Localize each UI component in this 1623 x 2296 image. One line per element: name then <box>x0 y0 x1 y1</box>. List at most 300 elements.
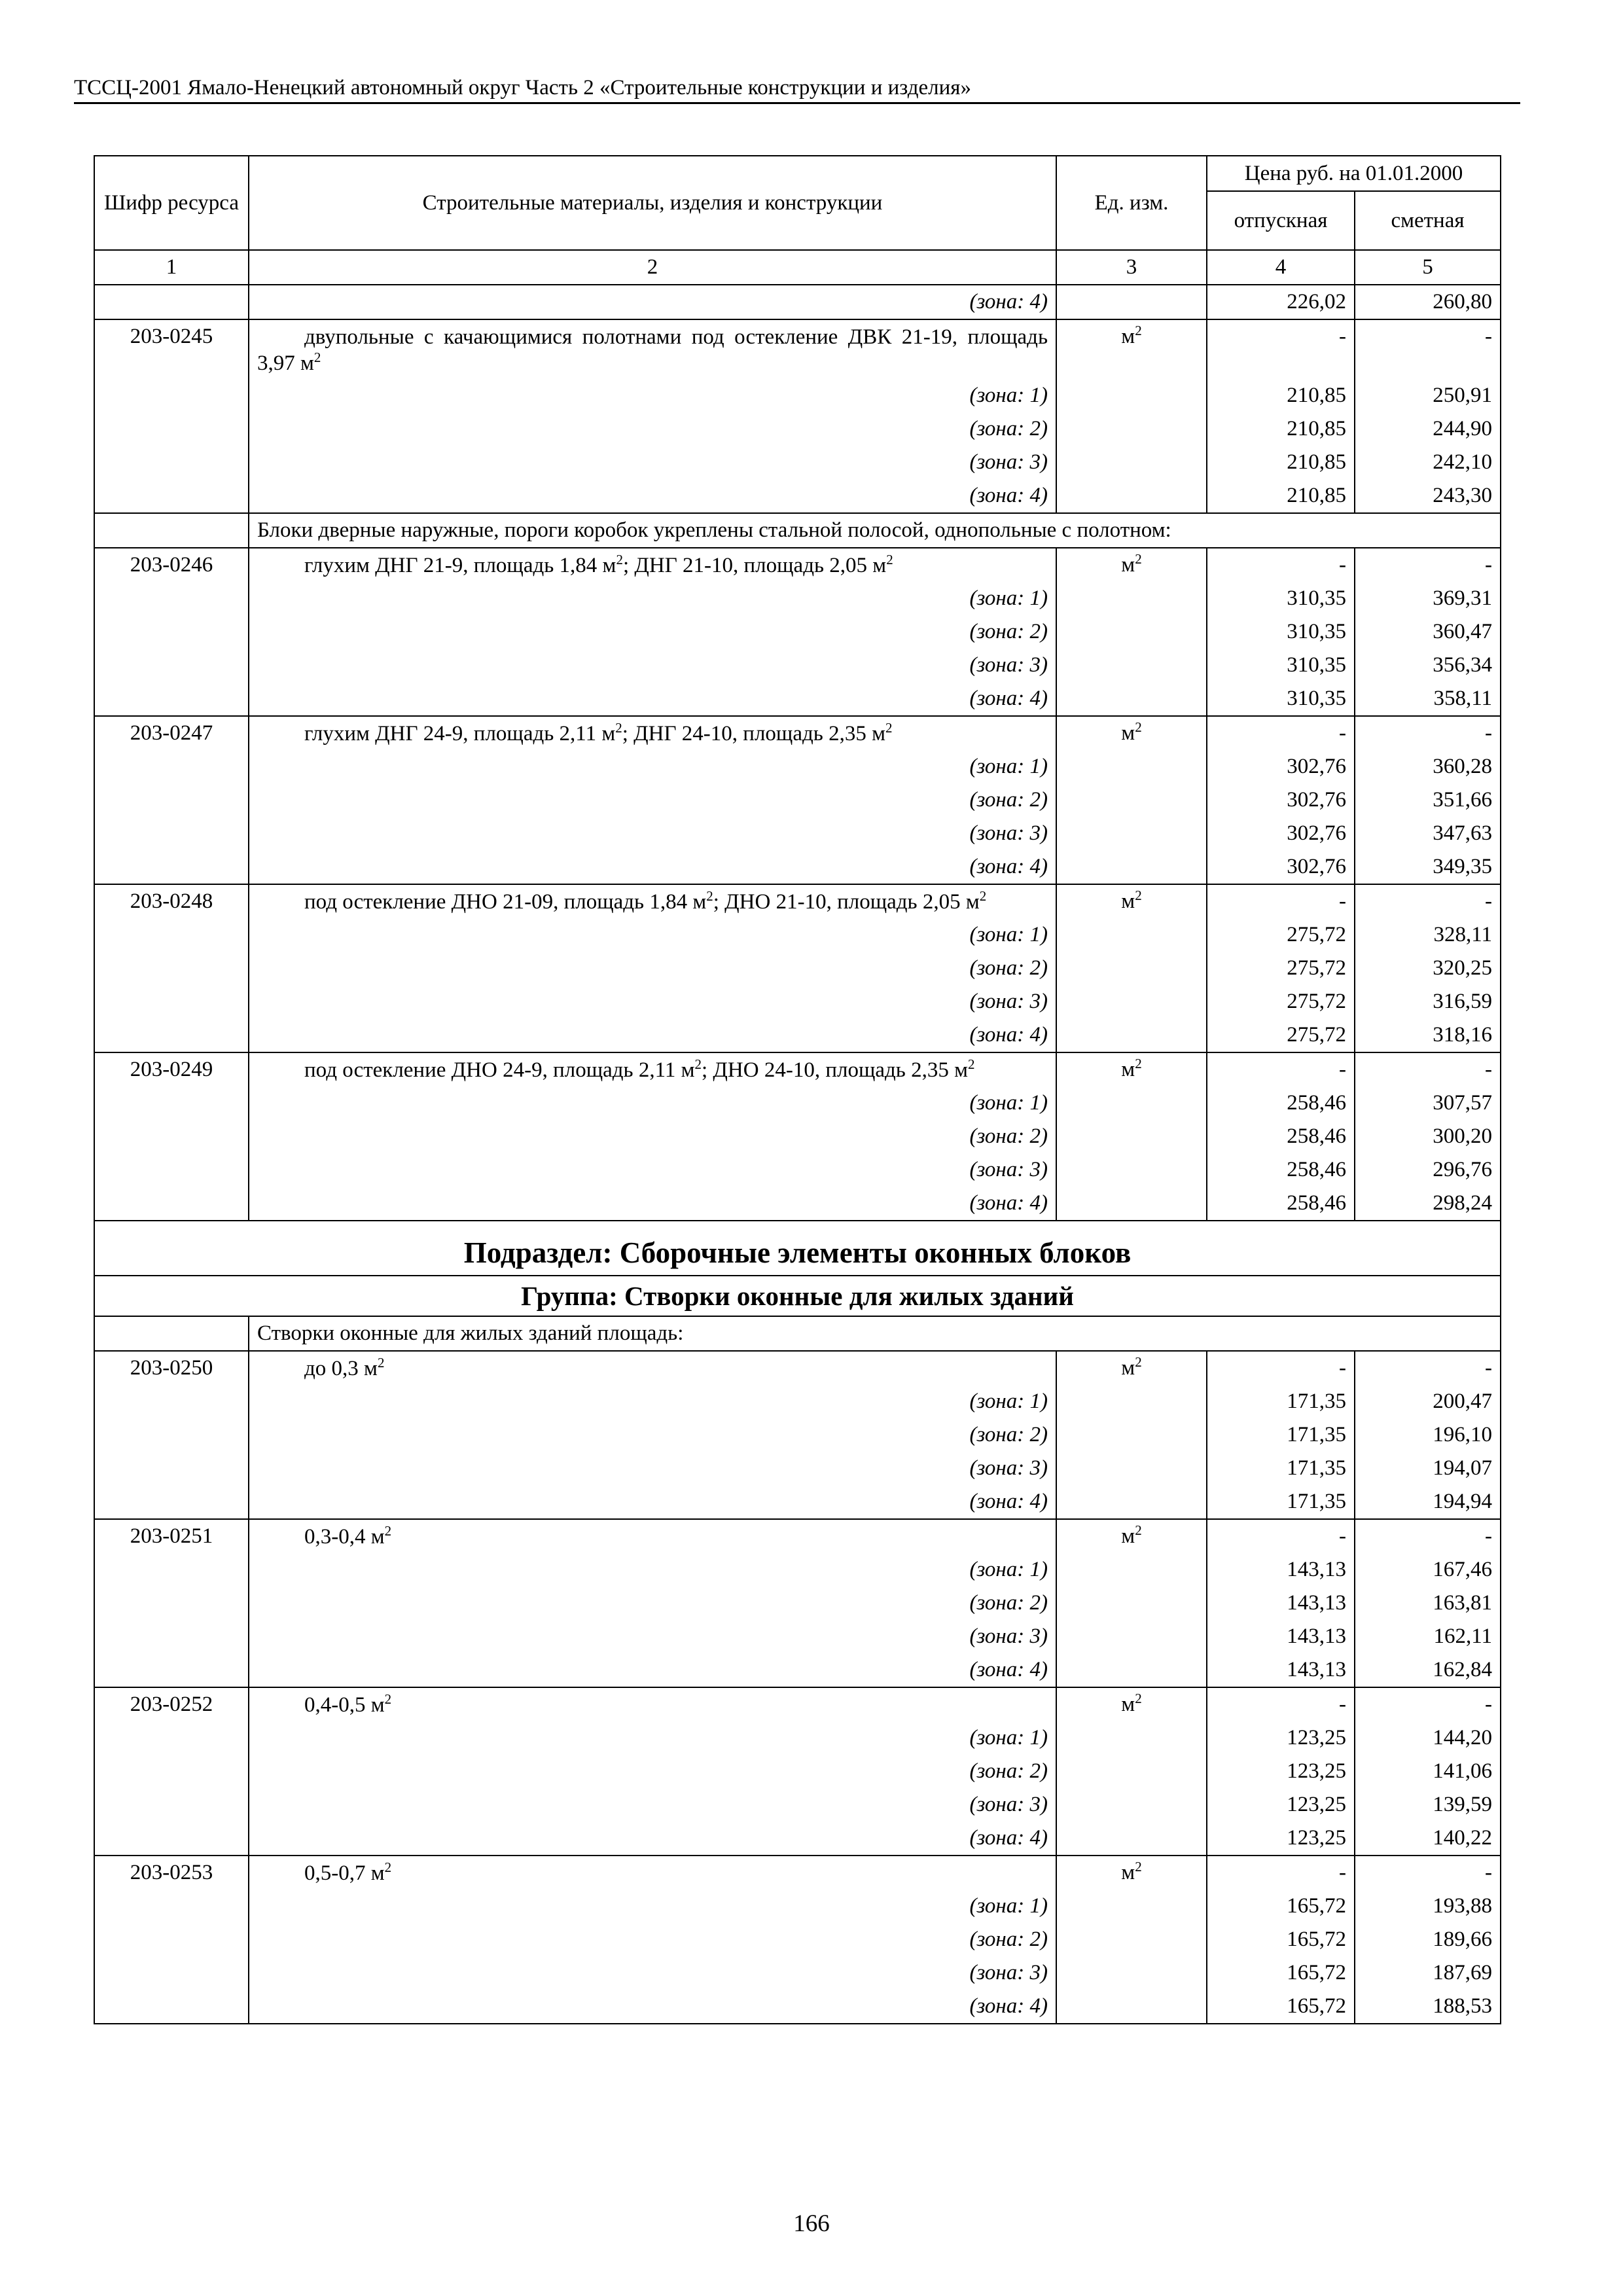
zone-row <box>94 285 1501 319</box>
release-price: 171,35 <box>1207 1385 1355 1418</box>
superscript: 2 <box>886 552 893 567</box>
release-price: 275,72 <box>1207 985 1355 1018</box>
subsection-title-row <box>94 1221 1501 1276</box>
zone-label: (зона: 4) <box>249 479 1056 513</box>
superscript: 2 <box>384 1523 392 1539</box>
item-name: глухим ДНГ 24-9, площадь 2,11 м <box>304 722 616 745</box>
estimate-price: 194,07 <box>1355 1452 1501 1485</box>
estimate-price: 244,90 <box>1355 412 1501 446</box>
item-row <box>94 1856 1501 1890</box>
zone-row <box>94 649 1501 682</box>
estimate-price: 141,06 <box>1355 1755 1501 1788</box>
code-cell <box>94 682 249 716</box>
estimate-price: 307,57 <box>1355 1086 1501 1120</box>
estimate-price: 193,88 <box>1355 1890 1501 1923</box>
item-row <box>94 716 1501 750</box>
release-price: - <box>1207 548 1355 582</box>
unit-cell <box>1056 1018 1207 1052</box>
item-name-tail: ; ДНО 21-10, площадь 2,05 м <box>713 890 980 914</box>
item-row <box>94 1052 1501 1086</box>
zone-row <box>94 1418 1501 1452</box>
zone-label: (зона: 2) <box>249 615 1056 649</box>
unit-cell <box>1056 1890 1207 1923</box>
zone-label: (зона: 1) <box>249 379 1056 412</box>
zone-row <box>94 750 1501 783</box>
superscript: 2 <box>384 1691 392 1707</box>
zone-row <box>94 446 1501 479</box>
estimate-price: 162,11 <box>1355 1620 1501 1653</box>
estimate-price: - <box>1355 884 1501 918</box>
resource-code: 203-0253 <box>94 1856 249 1890</box>
zone-row <box>94 952 1501 985</box>
zone-row <box>94 1485 1501 1519</box>
code-cell <box>94 446 249 479</box>
unit-cell <box>1056 1485 1207 1519</box>
item-description <box>249 884 1056 918</box>
estimate-price: 250,91 <box>1355 379 1501 412</box>
item-row <box>94 548 1501 582</box>
unit-cell <box>1056 1587 1207 1620</box>
code-cell <box>94 479 249 513</box>
code-cell <box>94 850 249 884</box>
estimate-price: 188,53 <box>1355 1990 1501 2024</box>
code-cell <box>94 817 249 850</box>
unit-cell <box>1056 285 1207 319</box>
zone-row <box>94 1821 1501 1856</box>
superscript: 2 <box>384 1859 392 1875</box>
unit-cell <box>1056 850 1207 884</box>
price-table <box>94 155 1501 2024</box>
zone-row <box>94 1452 1501 1485</box>
unit-cell <box>1056 750 1207 783</box>
unit-cell <box>1056 884 1207 918</box>
zone-row <box>94 1187 1501 1221</box>
group-intro: Створки оконные для жилых зданий площадь: <box>249 1316 1501 1351</box>
superscript: 2 <box>968 1056 975 1072</box>
superscript: 2 <box>694 1056 702 1072</box>
unit-cell <box>1056 918 1207 952</box>
zone-label: (зона: 4) <box>249 1018 1056 1052</box>
unit-cell <box>1056 1120 1207 1153</box>
release-price: 275,72 <box>1207 918 1355 952</box>
zone-row <box>94 918 1501 952</box>
superscript: 2 <box>1135 888 1142 903</box>
release-price: 302,76 <box>1207 850 1355 884</box>
superscript: 2 <box>1135 719 1142 735</box>
zone-label: (зона: 4) <box>249 1821 1056 1856</box>
release-price: - <box>1207 319 1355 379</box>
column-number: 3 <box>1056 250 1207 285</box>
unit-cell <box>1056 1653 1207 1687</box>
release-price: 258,46 <box>1207 1120 1355 1153</box>
resource-code: 203-0250 <box>94 1351 249 1385</box>
release-price: - <box>1207 1052 1355 1086</box>
unit-cell <box>1056 1086 1207 1120</box>
estimate-price: 163,81 <box>1355 1587 1501 1620</box>
estimate-price: 242,10 <box>1355 446 1501 479</box>
unit-cell <box>1056 319 1207 379</box>
zone-label: (зона: 1) <box>249 1086 1056 1120</box>
unit-cell <box>1056 716 1207 750</box>
unit-cell <box>1056 1153 1207 1187</box>
unit-cell <box>1056 582 1207 615</box>
item-name: 0,3-0,4 м <box>304 1525 385 1549</box>
resource-code: 203-0245 <box>94 319 249 379</box>
estimate-price: 140,22 <box>1355 1821 1501 1856</box>
release-price: 302,76 <box>1207 783 1355 817</box>
unit-cell <box>1056 1755 1207 1788</box>
item-name: 0,4-0,5 м <box>304 1693 385 1717</box>
estimate-price: 300,20 <box>1355 1120 1501 1153</box>
unit-cell <box>1056 412 1207 446</box>
zone-label: (зона: 2) <box>249 1755 1056 1788</box>
zone-row <box>94 1120 1501 1153</box>
zone-row <box>94 1990 1501 2024</box>
group-intro-row <box>94 1316 1501 1351</box>
release-price: 310,35 <box>1207 582 1355 615</box>
code-cell <box>94 1620 249 1653</box>
item-description <box>249 1052 1056 1086</box>
zone-row <box>94 1788 1501 1821</box>
zone-label: (зона: 2) <box>249 1418 1056 1452</box>
estimate-price: - <box>1355 1856 1501 1890</box>
unit-text: м <box>1121 325 1135 348</box>
code-cell <box>94 1990 249 2024</box>
code-cell <box>94 985 249 1018</box>
release-price: 165,72 <box>1207 1890 1355 1923</box>
estimate-price: 358,11 <box>1355 682 1501 716</box>
release-price: 310,35 <box>1207 682 1355 716</box>
superscript: 2 <box>1135 1354 1142 1370</box>
resource-code: 203-0247 <box>94 716 249 750</box>
zone-label: (зона: 4) <box>249 682 1056 716</box>
zone-label: (зона: 4) <box>249 850 1056 884</box>
unit-cell <box>1056 1856 1207 1890</box>
unit-cell <box>1056 1385 1207 1418</box>
zone-row <box>94 682 1501 716</box>
estimate-price: 139,59 <box>1355 1788 1501 1821</box>
column-number: 2 <box>249 250 1056 285</box>
code-cell <box>94 1956 249 1990</box>
superscript: 2 <box>1135 551 1142 567</box>
item-name: глухим ДНГ 21-9, площадь 1,84 м <box>304 554 616 577</box>
release-price: 275,72 <box>1207 952 1355 985</box>
estimate-price: - <box>1355 548 1501 582</box>
release-price: 143,13 <box>1207 1653 1355 1687</box>
superscript: 2 <box>885 720 893 736</box>
unit-cell <box>1056 1519 1207 1553</box>
unit-cell <box>1056 479 1207 513</box>
estimate-price: 369,31 <box>1355 582 1501 615</box>
code-cell <box>94 1653 249 1687</box>
estimate-price: - <box>1355 716 1501 750</box>
zone-row <box>94 1890 1501 1923</box>
release-price: 210,85 <box>1207 412 1355 446</box>
item-name-tail: ; ДНО 24-10, площадь 2,35 м <box>702 1058 968 1082</box>
estimate-price: 318,16 <box>1355 1018 1501 1052</box>
release-price: - <box>1207 1687 1355 1721</box>
code-cell <box>94 1755 249 1788</box>
estimate-price: 296,76 <box>1355 1153 1501 1187</box>
zone-row <box>94 1620 1501 1653</box>
code-cell <box>94 1120 249 1153</box>
subsection-title: Подраздел: Сборочные элементы оконных блоков <box>94 1221 1501 1276</box>
item-description <box>249 319 1056 379</box>
release-price: 143,13 <box>1207 1587 1355 1620</box>
group-intro-row <box>94 513 1501 548</box>
item-description <box>249 716 1056 750</box>
unit-cell <box>1056 1821 1207 1856</box>
release-price: 165,72 <box>1207 1923 1355 1956</box>
zone-row <box>94 1385 1501 1418</box>
superscript: 2 <box>1135 1859 1142 1874</box>
item-description <box>249 1687 1056 1721</box>
superscript: 2 <box>616 552 623 567</box>
column-number: 1 <box>94 250 249 285</box>
code-cell <box>94 1316 249 1351</box>
item-name: 0,5-0,7 м <box>304 1861 385 1885</box>
zone-label: (зона: 4) <box>249 285 1056 319</box>
superscript: 2 <box>1135 323 1142 338</box>
unit-cell <box>1056 1187 1207 1221</box>
zone-label: (зона: 3) <box>249 1153 1056 1187</box>
unit-text: м <box>1121 1693 1135 1716</box>
unit-cell <box>1056 1553 1207 1587</box>
estimate-price: 162,84 <box>1355 1653 1501 1687</box>
code-cell <box>94 649 249 682</box>
zone-row <box>94 1587 1501 1620</box>
column-header-code: Шифр ресурса <box>94 156 249 250</box>
zone-row <box>94 1153 1501 1187</box>
zone-label: (зона: 3) <box>249 985 1056 1018</box>
zone-label: (зона: 3) <box>249 1788 1056 1821</box>
estimate-price: 144,20 <box>1355 1721 1501 1755</box>
estimate-price: 298,24 <box>1355 1187 1501 1221</box>
superscript: 2 <box>979 888 987 904</box>
zone-row <box>94 850 1501 884</box>
unit-cell <box>1056 1418 1207 1452</box>
zone-row <box>94 783 1501 817</box>
release-price: - <box>1207 884 1355 918</box>
column-number: 4 <box>1207 250 1355 285</box>
zone-label: (зона: 3) <box>249 446 1056 479</box>
release-price: 165,72 <box>1207 1956 1355 1990</box>
release-price: 310,35 <box>1207 649 1355 682</box>
group-title-row <box>94 1276 1501 1316</box>
zone-row <box>94 1018 1501 1052</box>
code-cell <box>94 783 249 817</box>
superscript: 2 <box>706 888 713 904</box>
release-price: 310,35 <box>1207 615 1355 649</box>
group-intro: Блоки дверные наружные, пороги коробок укреплены стальной полосой, однопольные с полотном: <box>249 513 1501 548</box>
release-price: 210,85 <box>1207 379 1355 412</box>
release-price: 123,25 <box>1207 1821 1355 1856</box>
unit-cell <box>1056 1956 1207 1990</box>
zone-label: (зона: 1) <box>249 582 1056 615</box>
estimate-price: 260,80 <box>1355 285 1501 319</box>
code-cell <box>94 1788 249 1821</box>
code-cell <box>94 1890 249 1923</box>
release-price: 226,02 <box>1207 285 1355 319</box>
estimate-price: 347,63 <box>1355 817 1501 850</box>
estimate-price: 360,47 <box>1355 615 1501 649</box>
code-cell <box>94 1385 249 1418</box>
item-description <box>249 1519 1056 1553</box>
resource-code: 203-0251 <box>94 1519 249 1553</box>
code-cell <box>94 1923 249 1956</box>
estimate-price: 328,11 <box>1355 918 1501 952</box>
item-description <box>249 1351 1056 1385</box>
zone-label: (зона: 1) <box>249 1890 1056 1923</box>
unit-cell <box>1056 783 1207 817</box>
code-cell <box>94 918 249 952</box>
zone-row <box>94 817 1501 850</box>
code-cell <box>94 1153 249 1187</box>
unit-cell <box>1056 615 1207 649</box>
release-price: - <box>1207 1519 1355 1553</box>
resource-code: 203-0249 <box>94 1052 249 1086</box>
code-cell <box>94 1418 249 1452</box>
superscript: 2 <box>1135 1056 1142 1071</box>
group-title: Группа: Створки оконные для жилых зданий <box>94 1276 1501 1316</box>
zone-row <box>94 1653 1501 1687</box>
release-price: 171,35 <box>1207 1418 1355 1452</box>
item-name: под остекление ДНО 21-09, площадь 1,84 м <box>304 890 707 914</box>
item-name-tail: ; ДНГ 24-10, площадь 2,35 м <box>622 722 885 745</box>
release-price: 171,35 <box>1207 1452 1355 1485</box>
code-cell <box>94 379 249 412</box>
estimate-price: 360,28 <box>1355 750 1501 783</box>
release-price: 258,46 <box>1207 1153 1355 1187</box>
release-price: 275,72 <box>1207 1018 1355 1052</box>
zone-label: (зона: 1) <box>249 1553 1056 1587</box>
estimate-price: 194,94 <box>1355 1485 1501 1519</box>
item-name: двупольные с качающимися полотнами под остекление ДВК 21-19, площадь 3,97 м <box>257 325 1048 375</box>
item-name-tail: ; ДНГ 21-10, площадь 2,05 м <box>622 554 887 577</box>
unit-text: м <box>1121 721 1135 745</box>
release-price: 210,85 <box>1207 479 1355 513</box>
release-price: 123,25 <box>1207 1721 1355 1755</box>
release-price: 258,46 <box>1207 1187 1355 1221</box>
estimate-price: 356,34 <box>1355 649 1501 682</box>
release-price: 171,35 <box>1207 1485 1355 1519</box>
item-description <box>249 1856 1056 1890</box>
zone-label: (зона: 3) <box>249 649 1056 682</box>
unit-cell <box>1056 985 1207 1018</box>
item-name: до 0,3 м <box>304 1357 378 1380</box>
zone-label: (зона: 4) <box>249 1990 1056 2024</box>
table-head <box>94 156 1501 285</box>
estimate-price: - <box>1355 1052 1501 1086</box>
zone-label: (зона: 4) <box>249 1485 1056 1519</box>
estimate-price: - <box>1355 1519 1501 1553</box>
code-cell <box>94 1187 249 1221</box>
zone-label: (зона: 1) <box>249 918 1056 952</box>
code-cell <box>94 952 249 985</box>
release-price: 210,85 <box>1207 446 1355 479</box>
release-price: - <box>1207 716 1355 750</box>
zone-label: (зона: 3) <box>249 1452 1056 1485</box>
zone-label: (зона: 1) <box>249 1721 1056 1755</box>
item-row <box>94 319 1501 379</box>
code-cell <box>94 1821 249 1856</box>
zone-label: (зона: 1) <box>249 750 1056 783</box>
unit-cell <box>1056 649 1207 682</box>
unit-text: м <box>1121 553 1135 577</box>
zone-label: (зона: 2) <box>249 1120 1056 1153</box>
release-price: 302,76 <box>1207 750 1355 783</box>
column-header-name: Строительные материалы, изделия и конструкции <box>249 156 1056 250</box>
zone-label: (зона: 4) <box>249 1187 1056 1221</box>
estimate-price: 167,46 <box>1355 1553 1501 1587</box>
estimate-price: 189,66 <box>1355 1923 1501 1956</box>
code-cell <box>94 1587 249 1620</box>
zone-label: (зона: 2) <box>249 1587 1056 1620</box>
zone-row <box>94 985 1501 1018</box>
zone-row <box>94 1086 1501 1120</box>
release-price: 123,25 <box>1207 1755 1355 1788</box>
unit-text: м <box>1121 1058 1135 1081</box>
unit-cell <box>1056 1990 1207 2024</box>
column-number-row <box>94 250 1501 285</box>
zone-label: (зона: 2) <box>249 952 1056 985</box>
column-header-estimate-price: сметная <box>1355 191 1501 250</box>
zone-row <box>94 1721 1501 1755</box>
code-cell <box>94 1018 249 1052</box>
unit-cell <box>1056 1788 1207 1821</box>
code-cell <box>94 582 249 615</box>
zone-label: (зона: 3) <box>249 1620 1056 1653</box>
code-cell <box>94 1553 249 1587</box>
code-cell <box>94 412 249 446</box>
unit-cell <box>1056 1452 1207 1485</box>
unit-cell <box>1056 1052 1207 1086</box>
item-row <box>94 884 1501 918</box>
superscript: 2 <box>377 1355 385 1371</box>
zone-label: (зона: 2) <box>249 1923 1056 1956</box>
code-cell <box>94 285 249 319</box>
release-price: - <box>1207 1856 1355 1890</box>
unit-cell <box>1056 817 1207 850</box>
zone-row <box>94 1755 1501 1788</box>
unit-text: м <box>1121 1861 1135 1884</box>
unit-cell <box>1056 1721 1207 1755</box>
estimate-price: 349,35 <box>1355 850 1501 884</box>
superscript: 2 <box>615 720 622 736</box>
column-header-price: Цена руб. на 01.01.2000 <box>1207 156 1501 191</box>
estimate-price: 243,30 <box>1355 479 1501 513</box>
unit-text: м <box>1121 1356 1135 1380</box>
zone-row <box>94 412 1501 446</box>
resource-code: 203-0248 <box>94 884 249 918</box>
code-cell <box>94 1452 249 1485</box>
estimate-price: 351,66 <box>1355 783 1501 817</box>
item-row <box>94 1519 1501 1553</box>
unit-cell <box>1056 952 1207 985</box>
estimate-price: 187,69 <box>1355 1956 1501 1990</box>
code-cell <box>94 615 249 649</box>
zone-row <box>94 615 1501 649</box>
column-header-release-price: отпускная <box>1207 191 1355 250</box>
column-header-unit: Ед. изм. <box>1056 156 1207 250</box>
estimate-price: - <box>1355 1351 1501 1385</box>
zone-label: (зона: 2) <box>249 783 1056 817</box>
unit-cell <box>1056 1620 1207 1653</box>
unit-cell <box>1056 1687 1207 1721</box>
unit-cell <box>1056 682 1207 716</box>
unit-text: м <box>1121 1524 1135 1548</box>
unit-cell <box>1056 379 1207 412</box>
